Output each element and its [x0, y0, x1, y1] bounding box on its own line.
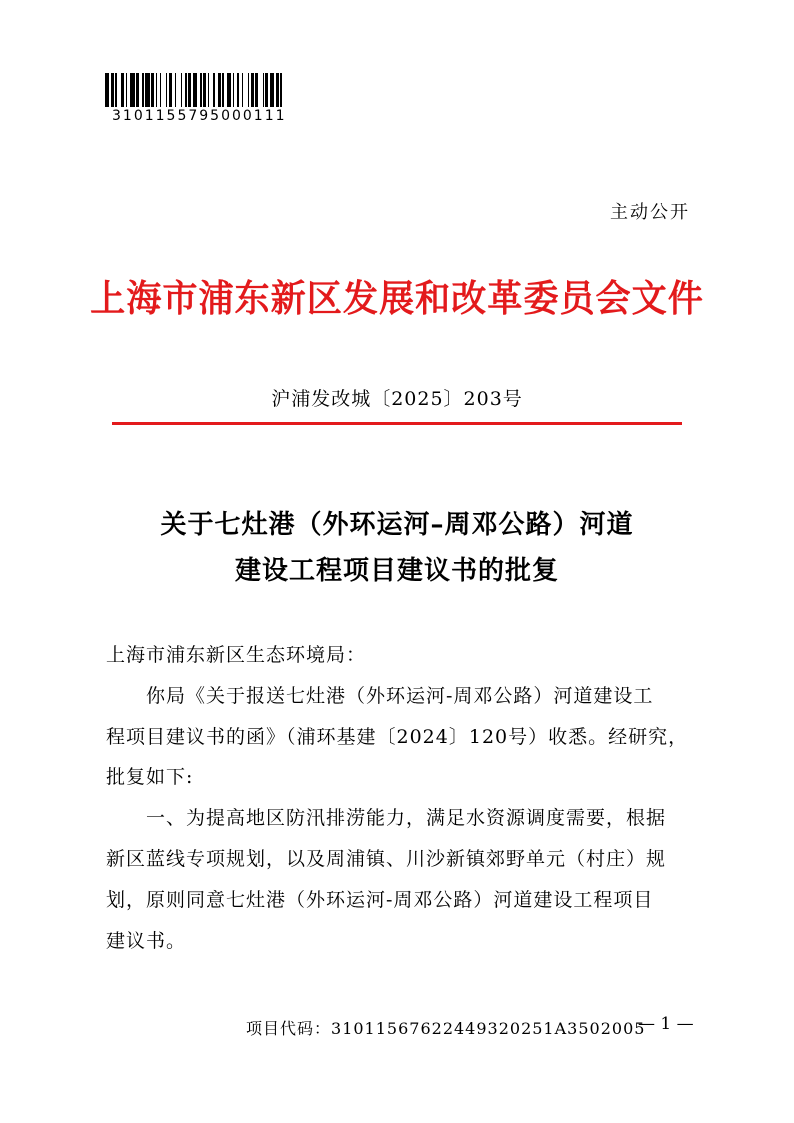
paragraph-2-line-1: 一、为提高地区防汛排涝能力，满足水资源调度需要，根据: [146, 807, 667, 829]
barcode-image: [105, 73, 287, 107]
paragraph-2-line-4: 建议书。: [106, 930, 187, 952]
disclosure-label: 主动公开: [610, 202, 690, 223]
paragraph-1-line-1: 你局《关于报送七灶港（外环运河-周邓公路）河道建设工: [146, 685, 654, 707]
document-header-title: 上海市浦东新区发展和改革委员会文件: [90, 276, 704, 320]
barcode-number: 3101155795000111: [112, 108, 287, 124]
page-number: — 1 —: [638, 1014, 694, 1034]
document-title-line-1: 关于七灶港（外环运河–周邓公路）河道: [160, 510, 634, 540]
paragraph-1-line-3: 批复如下:: [106, 766, 194, 788]
paragraph-2-line-2: 新区蓝线专项规划，以及周浦镇、川沙新镇郊野单元（村庄）规: [106, 848, 667, 870]
paragraph-2-line-3: 划，原则同意七灶港（外环运河-周邓公路）河道建设工程项目: [106, 889, 654, 911]
project-code-value: 31011567622449320251A3502005: [331, 1019, 646, 1038]
project-code-footer: [246, 1016, 645, 1039]
document-number: 沪浦发改城〔2025〕203号: [271, 388, 523, 410]
project-code-label: 项目代码：: [246, 1019, 332, 1038]
document-title-line-2: 建设工程项目建议书的批复: [234, 556, 559, 586]
red-separator-line: [112, 422, 682, 425]
addressee: 上海市浦东新区生态环境局：: [106, 644, 367, 666]
barcode-bar: [282, 73, 286, 107]
paragraph-1-line-2: 程项目建议书的函》（浦环基建〔2024〕120号）收悉。经研究，: [106, 726, 689, 748]
